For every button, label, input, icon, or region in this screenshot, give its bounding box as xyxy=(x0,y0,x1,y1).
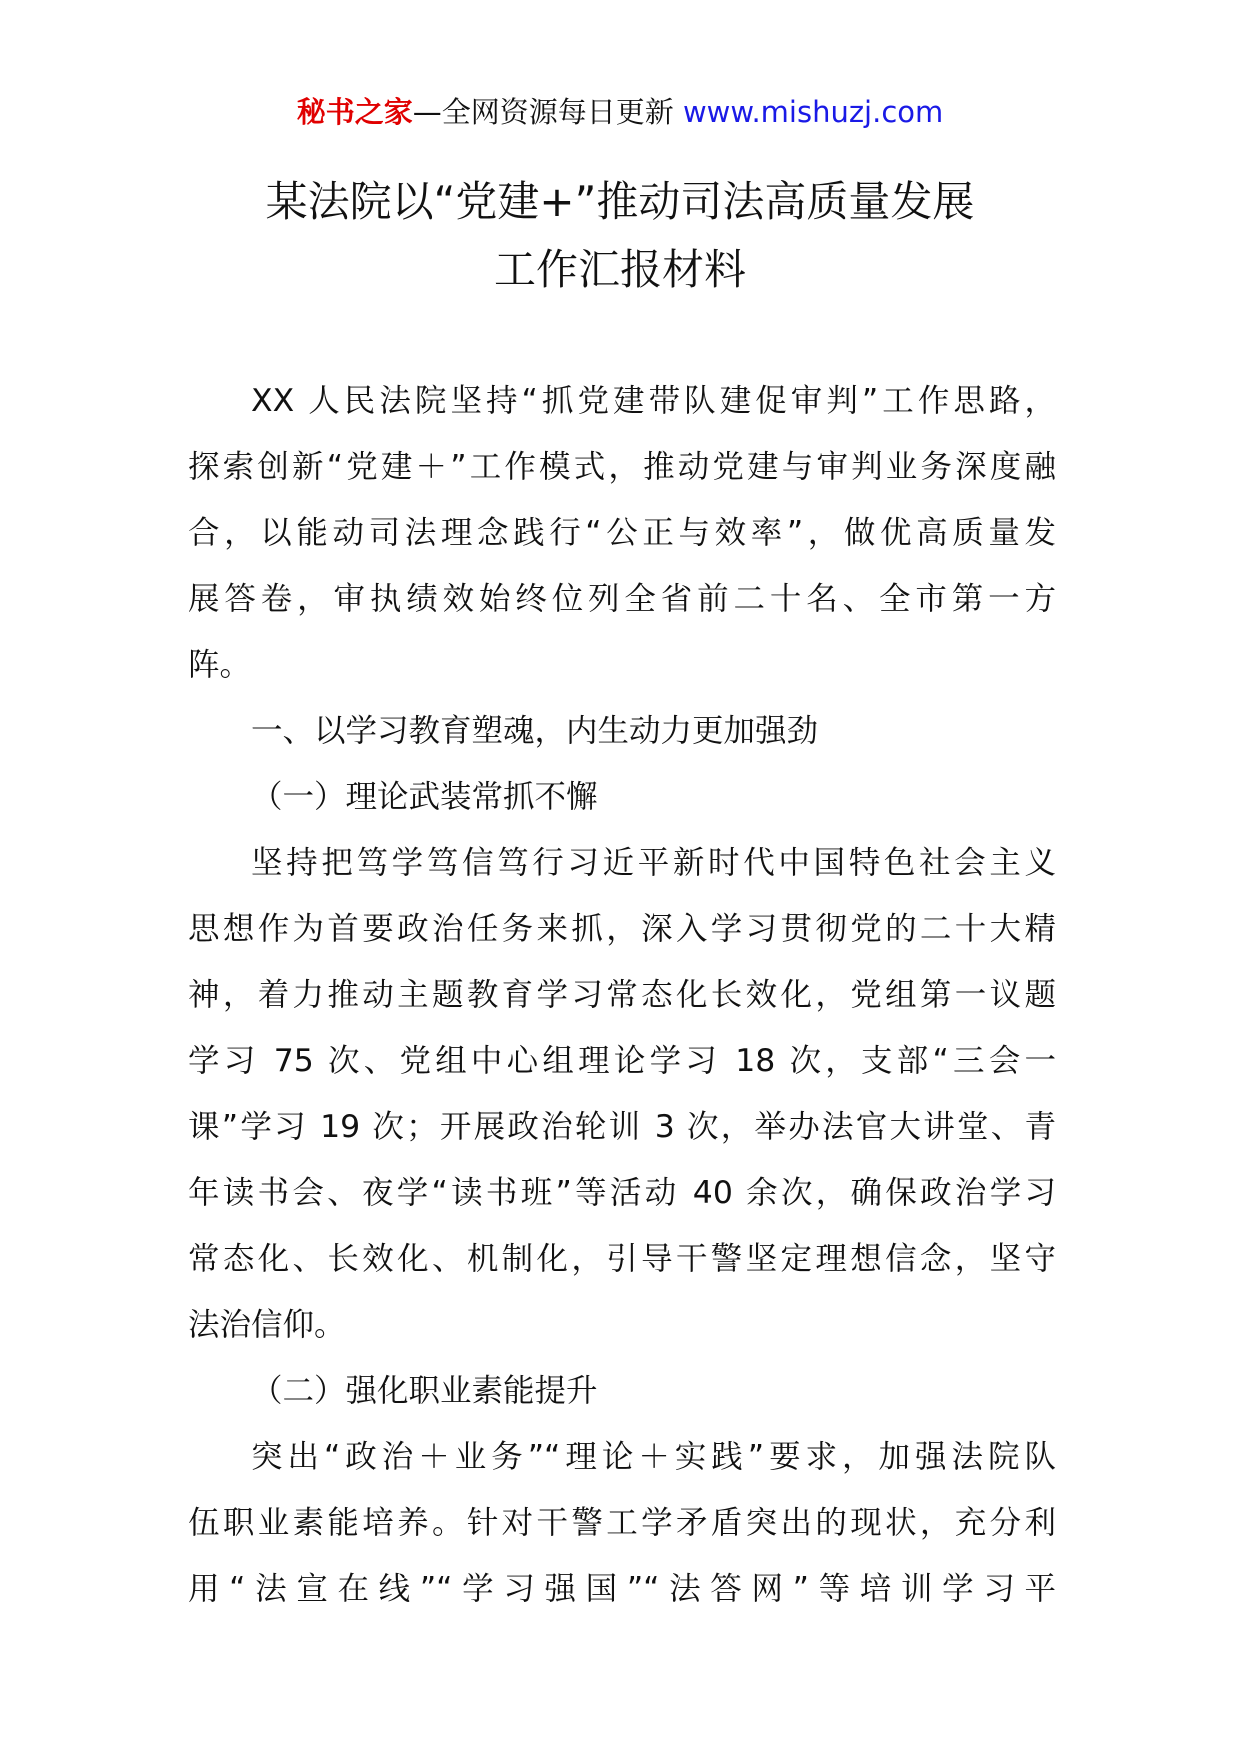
site-banner xyxy=(0,92,1240,132)
text-line: 课”学习 19 次；开展政治轮训 3 次，举办法官大讲堂、青 xyxy=(188,1109,1056,1145)
subsection-2-paragraph xyxy=(188,1424,1056,1622)
title-line-1: 某法院以“党建+”推动司法高质量发展 xyxy=(265,177,975,226)
text-line: 阵。 xyxy=(188,647,252,683)
title-line-2: 工作汇报材料 xyxy=(493,245,746,294)
section-heading-1: 一、以学习教育塑魂，内生动力更加强劲 xyxy=(251,713,819,749)
brand-name: 秘书之家 xyxy=(296,95,413,129)
document-body xyxy=(188,368,1056,1622)
text-line: 突出“政治＋业务”“理论＋实践”要求，加强法院队 xyxy=(251,1439,1056,1475)
subsection-1-paragraph xyxy=(188,830,1056,1358)
text-line: 展答卷，审执绩效始终位列全省前二十名、全市第一方 xyxy=(188,581,1056,617)
text-line: 年读书会、夜学“读书班”等活动 40 余次，确保政治学习 xyxy=(188,1175,1056,1211)
text-line: 常态化、长效化、机制化，引导干警坚定理想信念，坚守 xyxy=(188,1241,1056,1277)
text-line: XX 人民法院坚持“抓党建带队建促审判”工作思路， xyxy=(251,383,1056,419)
banner-tagline: —全网资源每日更新 xyxy=(412,95,674,129)
document-title xyxy=(0,168,1240,304)
text-line: 神，着力推动主题教育学习常态化长效化，党组第一议题 xyxy=(188,977,1056,1013)
subsection-heading-1: （一）理论武装常抓不懈 xyxy=(251,779,598,815)
text-line: 探索创新“党建＋”工作模式，推动党建与审判业务深度融 xyxy=(188,449,1056,485)
site-url-link[interactable]: www.mishuzj.com xyxy=(682,95,944,129)
text-line: 思想作为首要政治任务来抓，深入学习贯彻党的二十大精 xyxy=(188,911,1056,947)
text-line: 用“法宣在线”“学习强国”“法答网”等培训学习平 xyxy=(188,1571,1056,1607)
text-line: 坚持把笃学笃信笃行习近平新时代中国特色社会主义 xyxy=(251,845,1056,881)
subsection-heading-2: （二）强化职业素能提升 xyxy=(251,1373,598,1409)
text-line: 合，以能动司法理念践行“公正与效率”，做优高质量发 xyxy=(188,515,1056,551)
intro-paragraph xyxy=(188,368,1056,698)
text-line: 法治信仰。 xyxy=(188,1307,346,1343)
text-line: 学习 75 次、党组中心组理论学习 18 次，支部“三会一 xyxy=(188,1043,1056,1079)
text-line: 伍职业素能培养。针对干警工学矛盾突出的现状，充分利 xyxy=(188,1505,1056,1541)
